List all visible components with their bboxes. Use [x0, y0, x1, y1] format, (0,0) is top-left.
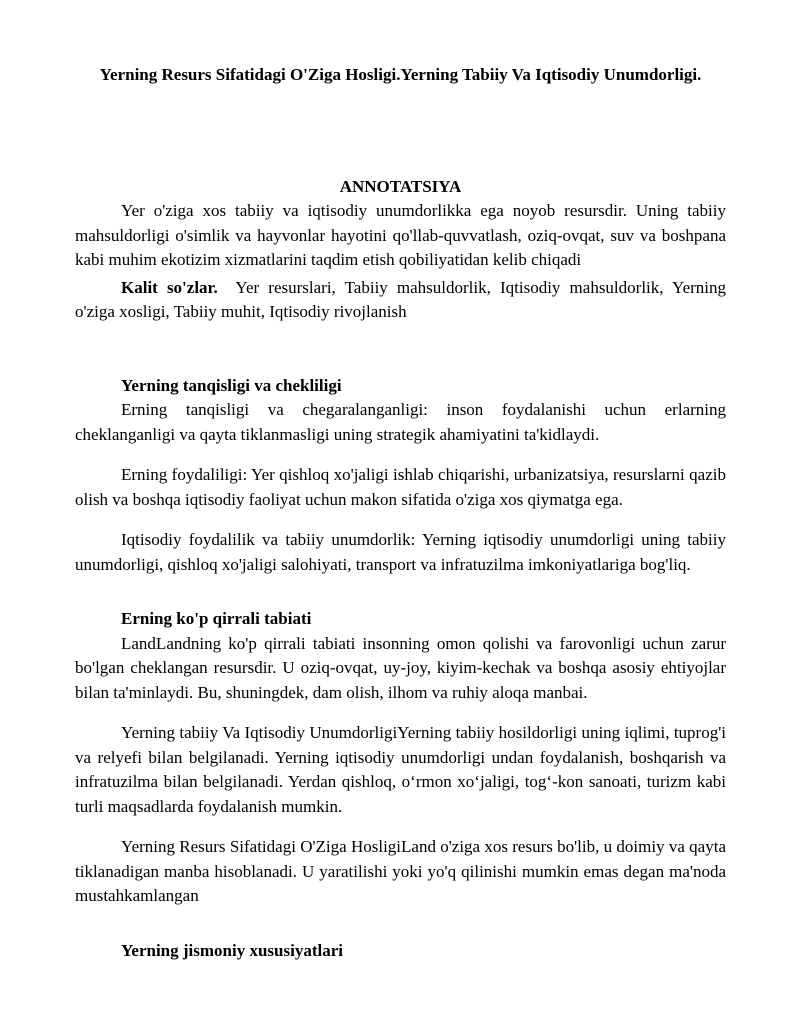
document-title: Yerning Resurs Sifatidagi O'Ziga Hosligi.Yerning Tabiiy Va Iqtisodiy Unumdorligi. — [99, 65, 702, 84]
body-paragraph: Erning foydaliligi: Yer qishloq xo'jaligi ishlab chiqarishi, urbanizatsiya, resurslarni qazib olish va boshqa iqtisodiy faoliyat uchun makon sifatida o'ziga xos qiymatga ega. — [75, 465, 726, 509]
body-paragraph: LandLandning ko'p qirrali tabiati insonning omon qolishi va farovonligi uchun zarur bo'lgan cheklangan resursdir. U oziq-ovqat, uy-joy, kiyim-kechak va boshqa asosiy ehtiyojlar bilan ta'minlaydi. Bu, shuningdek, dam olish, ilhom va ruhiy aloqa manbai. — [75, 633, 726, 702]
document-page — [75, 62, 726, 963]
body-paragraph: Iqtisodiy foydalilik va tabiiy unumdorlik: Yerning iqtisodiy unumdorligi uning tabiiy unumdorligi, qishloq xo'jaligi salohiyati, transport va infratuzilma imkoniyatlariga bog'liq. — [75, 530, 726, 574]
section-heading: Yerning tanqisligi va chekliligi — [121, 375, 342, 395]
section-heading: Erning ko'p qirrali tabiati — [121, 609, 312, 628]
body-paragraph: Yerning tabiiy Va Iqtisodiy UnumdorligiYerning tabiiy hosildorligi uning iqlimi, tuprog'i va relyefi bilan belgilanadi. Yerning iqtisodiy unumdorligi undan foydalanish, boshqarish va infratuzilma bilan belgilanadi. Yerdan qishloq, o‘rmon xo‘jaligi, tog‘-kon sanoati, turizm kabi turli maqsadlarda foydalanish mumkin. — [75, 723, 726, 816]
annotation-heading: ANNOTATSIYA — [339, 177, 462, 196]
annotation-paragraph: Yer o'ziga xos tabiiy va iqtisodiy unumdorlikka ega noyob resursdir. Uning tabiiy mahsuldorligi o'simlik va hayvonlar hayotini qo'llab-quvvatlash, oziq-ovqat, suv va boshpana kabi muhim ekotizim xizmatlarini taqdim etish qobiliyatidan kelib chiqadi — [75, 201, 726, 269]
body-paragraph: Erning tanqisligi va chegaralanganligi: inson foydalanishi uchun erlarning cheklanganligi va qayta tiklanmasligi uning strategik ahamiyatini ta'kidlaydi. — [75, 400, 726, 444]
keywords-label: Kalit so'zlar. — [121, 277, 218, 297]
section-heading: Yerning jismoniy xususiyatlari — [121, 940, 343, 960]
body-paragraph: Yerning Resurs Sifatidagi O'Ziga HosligiLand o'ziga xos resurs bo'lib, u doimiy va qayta tiklanadigan manba hisoblanadi. U yaratilishi yoki yo'q qilinishi mumkin emas degan ma'noda mustahkamlangan — [75, 837, 726, 905]
keywords-text: Yer resurslari, Tabiiy mahsuldorlik, Iqtisodiy mahsuldorlik, Yerning o'ziga xosligi, Tabiiy muhit, Iqtisodiy rivojlanish — [75, 277, 726, 321]
keywords-paragraph — [75, 276, 726, 325]
